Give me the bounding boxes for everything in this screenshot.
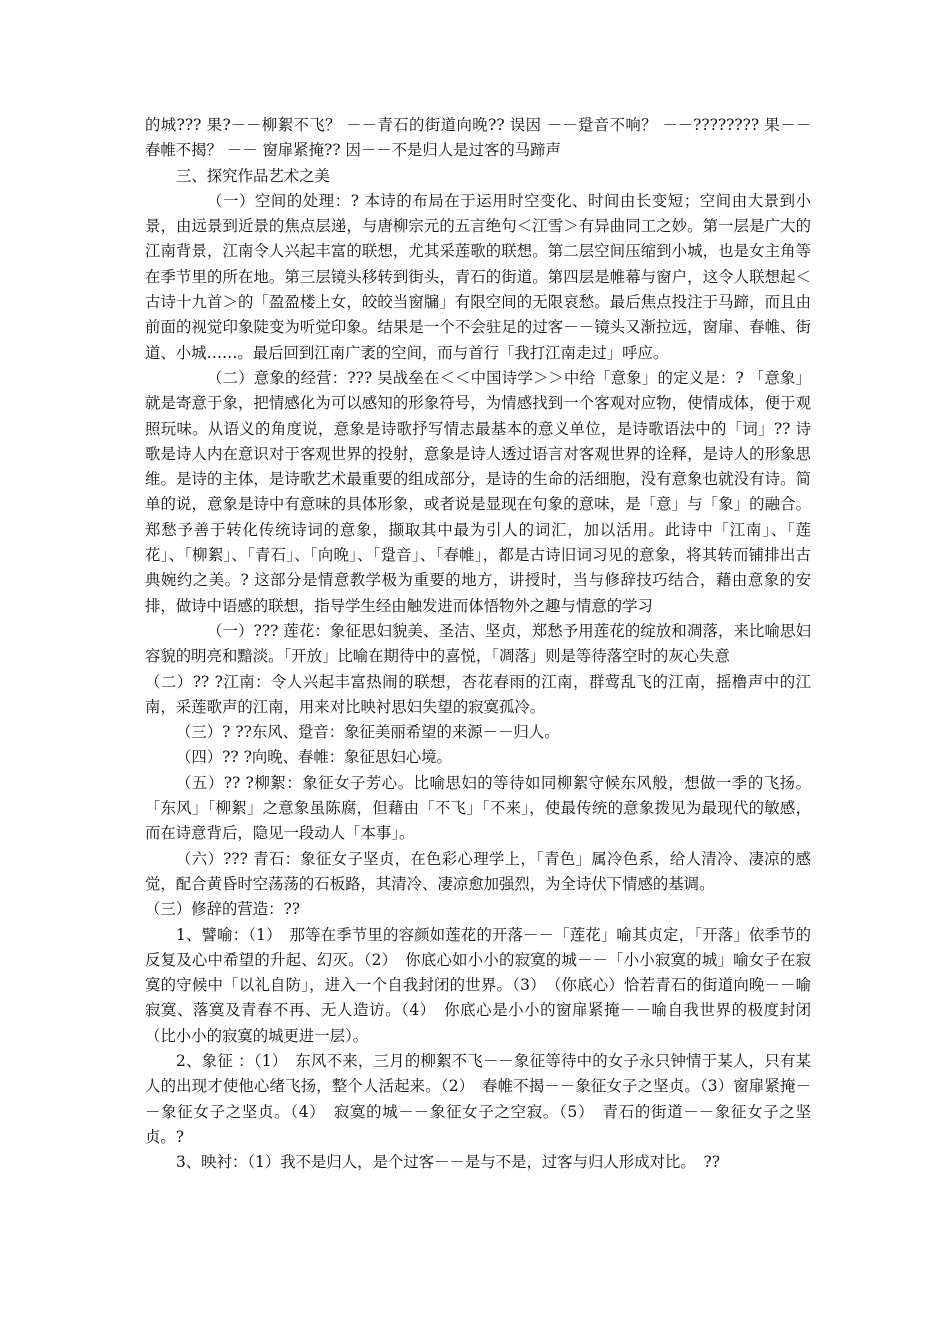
paragraph-imagery: （二）意象的经营：??? 吴战垒在＜＜中国诗学＞＞中给「意象」的定义是：? 「意象」就是寄意于象，把情感化为可以感知的形象符号，为情感找到一个客观对应物，使情成体，便于观照玩味。从语义的角度说，意象是诗歌抒写情志最基本的意义单位，是诗歌语法中的「词」?? 诗歌是诗人内在意识对于客观世界的投射，意象是诗人透过语言对客观世界的诠释，是诗人的形象思维。是诗的主体，是诗歌艺术最重要的组成部分，是诗的生命的活细胞，没有意象也就没有诗。简单的说，意象是诗中有意味的具体形象，或者说是显现在句象的意味，是「意」与「象」的融合。郑愁予善于转化传统诗词的意象，撷取其中最为引人的词汇，加以活用。此诗中「江南」、「莲花」、「柳絮」、「青石」、「向晚」、「跫音」、「春帷」，都是古诗旧词习见的意象，将其转而铺排出古典婉约之美。? 这部分是情意教学极为重要的地方，讲授时，当与修辞技巧结合，藉由意象的安排，做诗中语感的联想，指导学生经由触发进而体悟物外之趣与情意的学习 (145, 368, 811, 615)
paragraph-space-handling: （一）空间的处理：? 本诗的布局在于运用时空变化、时间由长变短；空间由大景到小景，由远景到近景的焦点层递，与唐柳宗元的五言绝句＜江雪＞有异曲同工之妙。第一层是广大的江南背景，江南令人兴起丰富的联想，尤其采莲歌的联想。第二层空间压缩到小城，也是女主角等在季节里的所在地。第三层镜头移转到街头，青石的街道。第四层是帷幕与窗户，这令人联想起＜古诗十九首＞的「盈盈楼上女，皎皎当窗牖」有限空间的无限哀愁。最后焦点投注于马蹄，而且由前面的视觉印象陡变为听觉印象。结果是一个不会驻足的过客－－镜头又渐拉远，窗扉、春帷、街道、小城……。最后回到江南广袤的空间，而与首行「我打江南走过」呼应。 (145, 191, 811, 362)
paragraph-poem-causality: 的城??? 果?－－柳絮不飞？ －－青石的街道向晚?? 误因 －－跫音不响？ －－???????? 果－－春帷不揭？ －－ 窗扉紧掩?? 因－－不是归人是过客的马蹄声 (145, 116, 811, 160)
paragraph-bluestone: （六）??? 青石：象征女子坚贞，在色彩心理学上，「青色」属冷色系，给人清冷、凄凉的感觉，配合黄昏时空荡荡的石板路，其清冷、凄凉愈加强烈，为全诗伏下情感的基调。 (145, 849, 811, 893)
paragraph-jiangnan: （二）?? ?江南：令人兴起丰富热闹的联想，杏花春雨的江南，群莺乱飞的江南，摇橹声中的江南，采莲歌声的江南，用来对比映衬思妇失望的寂寞孤冷。 (145, 672, 811, 716)
paragraph-contrast: 3、映衬：（1）我不是归人，是个过客－－是与不是，过客与归人形成对比。 ?? (176, 1153, 720, 1172)
paragraph-symbol: 2、象征 ：（1） 东风不来，三月的柳絮不飞－－象征等待中的女子永只钟情于某人，只有某人的出现才使他心绪飞扬，整个人活起来。（2） 春帷不揭－－象征女子之坚贞。（3）窗扉紧掩－－象征女子之坚贞。（4） 寂寞的城－－象征女子之空寂。（5） 青石的街道－－象征女子之坚贞。? (145, 1051, 811, 1146)
section-heading-rhetoric: （三）修辞的营造：?? (145, 900, 301, 919)
section-heading-art: 三、探究作品艺术之美 (176, 166, 330, 185)
paragraph-lotus: （一）??? 莲花：象征思妇貌美、圣洁、坚贞，郑愁予用莲花的绽放和凋落，来比喻思妇容貌的明亮和黯淡。「开放」比喻在期待中的喜悦，「凋落」则是等待落空时的灰心失意 (145, 621, 811, 666)
paragraph-metaphor: 1、譬喻：（1） 那等在季节里的容颜如莲花的开落－－「莲花」喻其贞定，「开落」依季节的反复及心中希望的升起、幻灭。（2） 你底心如小小的寂寞的城－－「小小寂寞的城」喻女子在寂寞的守候中「以礼自防」，进入一个自我封闭的世界。（3） （你底心）恰若青石的街道向晚－－喻寂寞、落寞及青春不再、无人造访。（4） 你底心是小小的窗扉紧掩－－喻自我世界的极度封闭（比小小的寂寞的城更进一层）。 (145, 925, 811, 1045)
paragraph-east-wind: （三）? ??东风、跫音：象征美丽希望的来源－－归人。 (176, 723, 560, 742)
paragraph-willow: （五）?? ?柳絮：象征女子芳心。比喻思妇的等待如同柳絮守候东风般，想做一季的飞扬。「东风」「柳絮」之意象虽陈腐，但藉由「不飞」「不来」，使最传统的意象拨见为最现代的敏感，而在诗意背后，隐见一段动人「本事」。 (145, 773, 811, 843)
document-body (145, 113, 811, 1175)
paragraph-evening: （四）?? ?向晚、春帷：象征思妇心境。 (176, 748, 452, 767)
